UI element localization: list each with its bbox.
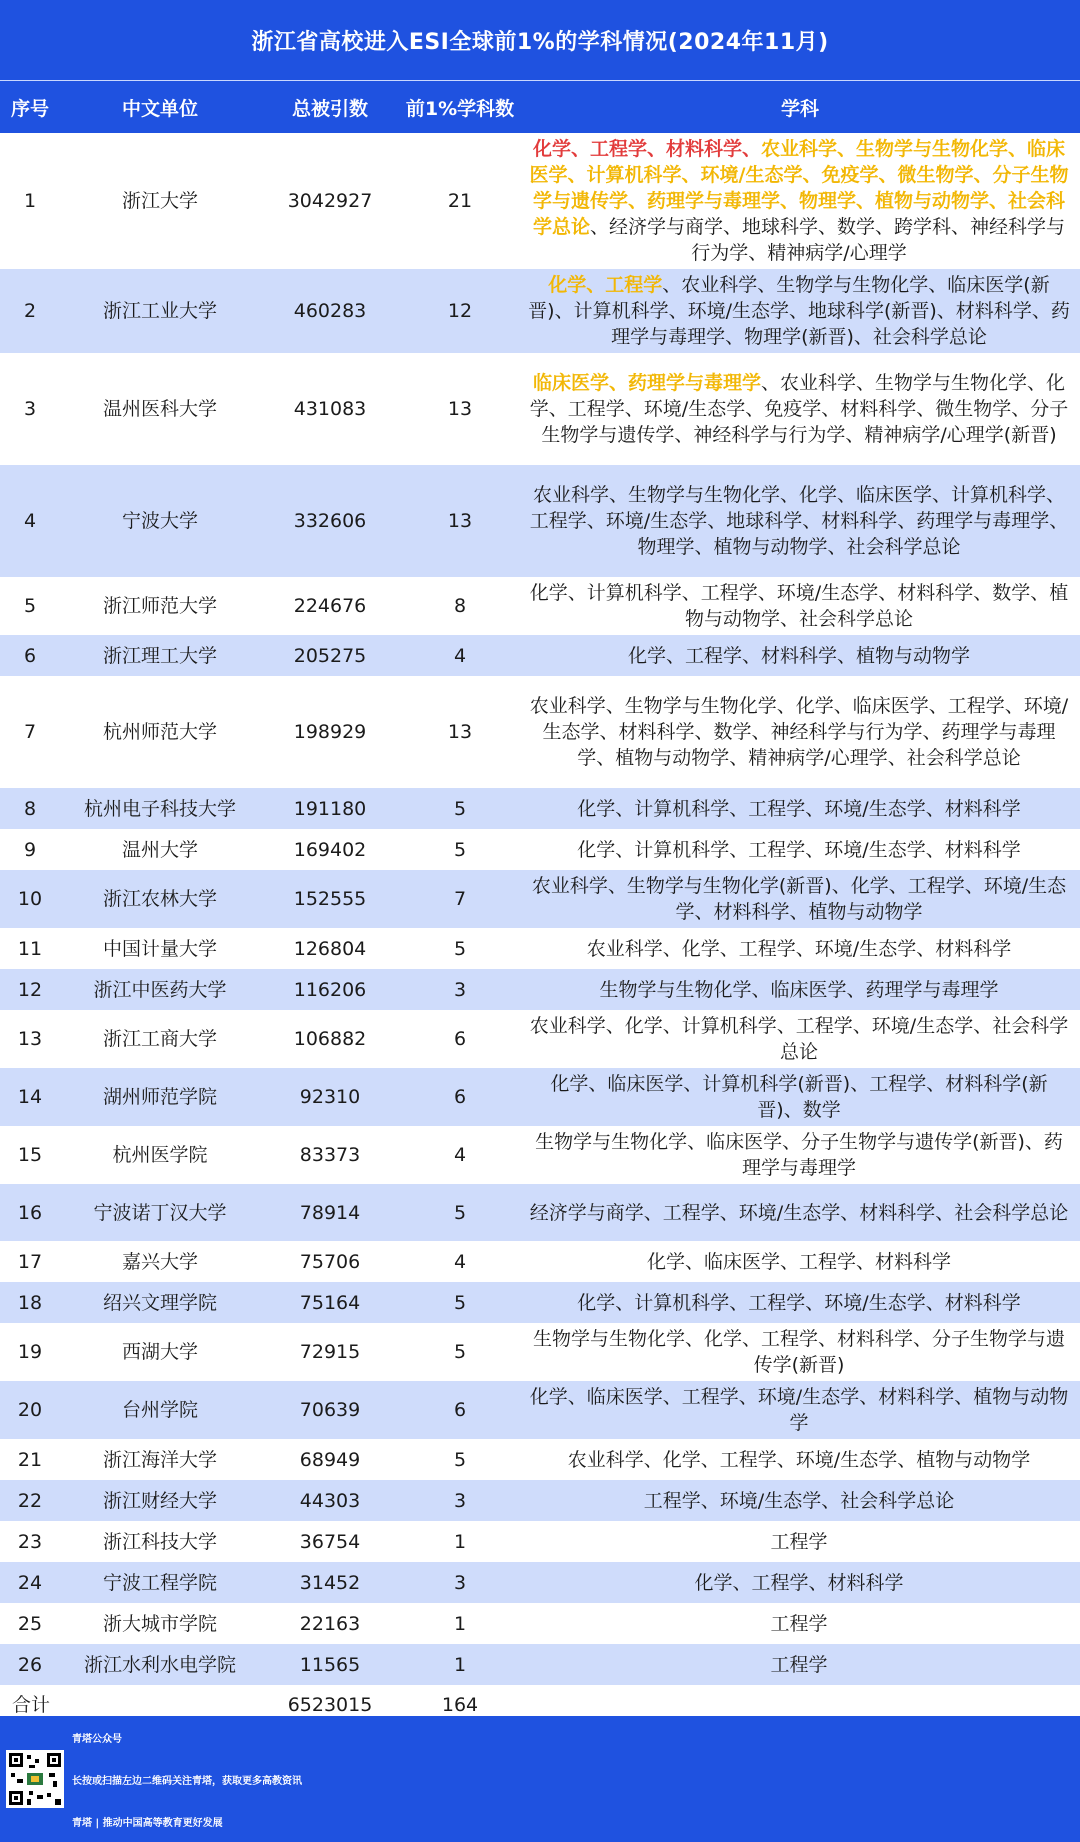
subject-segment: 农业科学、生物学与生物化学、化学、临床医学、工程学、环境/生态学、材料科学、数学、神经科学与行为学、药理学与毒理学、植物与动物学、精神病学/心理学、社会科学总论	[529, 695, 1069, 769]
cell-school-name: 浙江农林大学	[60, 870, 260, 928]
cell-citations: 460283	[260, 269, 400, 353]
cell-subjects	[520, 829, 1080, 870]
cell-school-name: 西湖大学	[60, 1323, 260, 1381]
cell-school-name: 浙江工业大学	[60, 269, 260, 353]
cell-subject-count: 5	[400, 829, 520, 870]
cell-subjects	[520, 1282, 1080, 1323]
cell-citations: 75706	[260, 1241, 400, 1282]
cell-citations: 191180	[260, 788, 400, 829]
table-row	[0, 676, 1080, 788]
table-row	[0, 577, 1080, 635]
cell-school-name: 浙江水利水电学院	[60, 1644, 260, 1685]
table-row	[0, 1381, 1080, 1439]
cell-citations: 3042927	[260, 133, 400, 269]
column-header-name: 中文单位	[60, 81, 260, 133]
subject-segment: 化学、临床医学、工程学、材料科学	[646, 1250, 951, 1273]
cell-school-name: 浙江师范大学	[60, 577, 260, 635]
subject-segment: 生物学与生物化学、临床医学、分子生物学与遗传学(新晋)、药理学与毒理学	[535, 1131, 1063, 1179]
cell-school-name: 台州学院	[60, 1381, 260, 1439]
cell-citations: 224676	[260, 577, 400, 635]
cell-subjects	[520, 133, 1080, 269]
cell-subjects	[520, 870, 1080, 928]
cell-citations: 205275	[260, 635, 400, 676]
cell-citations: 22163	[260, 1603, 400, 1644]
cell-no: 17	[0, 1241, 60, 1282]
table-row	[0, 788, 1080, 829]
cell-citations: 126804	[260, 928, 400, 969]
subject-segment: 农业科学、化学、计算机科学、工程学、环境/生态学、社会科学总论	[529, 1015, 1069, 1063]
cell-citations: 31452	[260, 1562, 400, 1603]
cell-subjects	[520, 788, 1080, 829]
total-subject-count: 164	[400, 1685, 520, 1725]
cell-no: 12	[0, 969, 60, 1010]
cell-citations: 68949	[260, 1439, 400, 1480]
table-row	[0, 269, 1080, 353]
subject-segment: 化学、工程学、材料科学、	[532, 138, 761, 160]
cell-no: 5	[0, 577, 60, 635]
cell-citations: 70639	[260, 1381, 400, 1439]
cell-no: 26	[0, 1644, 60, 1685]
cell-school-name: 宁波工程学院	[60, 1562, 260, 1603]
table-row	[0, 1126, 1080, 1184]
column-header-count: 前1%学科数	[400, 81, 520, 133]
cell-subjects	[520, 1241, 1080, 1282]
cell-subjects	[520, 928, 1080, 969]
cell-school-name: 嘉兴大学	[60, 1241, 260, 1282]
table-row	[0, 1068, 1080, 1126]
subject-segment: 、农业科学、生物学与生物化学、临床医学(新晋)、计算机科学、环境/生态学、地球科学(新晋)、材料科学、药理学与毒理学、物理学(新晋)、社会科学总论	[528, 274, 1070, 348]
cell-citations: 92310	[260, 1068, 400, 1126]
cell-citations: 72915	[260, 1323, 400, 1381]
cell-no: 21	[0, 1439, 60, 1480]
qr-code-icon[interactable]	[6, 1750, 64, 1808]
cell-subject-count: 21	[400, 133, 520, 269]
cell-citations: 116206	[260, 969, 400, 1010]
cell-no: 6	[0, 635, 60, 676]
cell-subject-count: 4	[400, 635, 520, 676]
cell-subject-count: 6	[400, 1010, 520, 1068]
cell-school-name: 宁波大学	[60, 465, 260, 577]
subject-segment: 农业科学、生物学与生物化学、临床医学、计算机科学、环境/生态学、免疫学、微生物学、分子生物学与遗传学、药理学与毒理学、物理学、植物与动物学、社会科学总论	[529, 138, 1069, 238]
cell-citations: 36754	[260, 1521, 400, 1562]
cell-subject-count: 5	[400, 1439, 520, 1480]
subject-segment: 、农业科学、生物学与生物化学、化学、工程学、环境/生态学、免疫学、材料科学、微生物学、分子生物学与遗传学、神经科学与行为学、精神病学/心理学(新晋)	[529, 372, 1069, 446]
subject-segment: 生物学与生物化学、化学、工程学、材料科学、分子生物学与遗传学(新晋)	[532, 1328, 1065, 1376]
total-citations: 6523015	[260, 1685, 400, 1725]
cell-citations: 152555	[260, 870, 400, 928]
cell-school-name: 杭州师范大学	[60, 676, 260, 788]
cell-school-name: 湖州师范学院	[60, 1068, 260, 1126]
cell-citations: 198929	[260, 676, 400, 788]
column-header-no: 序号	[0, 81, 60, 133]
subject-segment: 临床医学、药理学与毒理学	[532, 372, 761, 394]
cell-subjects	[520, 1126, 1080, 1184]
cell-subject-count: 12	[400, 269, 520, 353]
page-title: 浙江省高校进入ESI全球前1%的学科情况(2024年11月)	[0, 0, 1080, 81]
subject-segment: 化学、临床医学、计算机科学(新晋)、工程学、材料科学(新晋)、数学	[550, 1073, 1048, 1121]
cell-subject-count: 5	[400, 928, 520, 969]
subject-segment: 农业科学、生物学与生物化学(新晋)、化学、工程学、环境/生态学、材料科学、植物与动物学	[531, 875, 1067, 923]
subject-segment: 化学、工程学、材料科学、植物与动物学	[627, 644, 970, 667]
header-row	[0, 81, 1080, 133]
footer-account: 青塔公众号	[72, 1734, 122, 1745]
cell-no: 20	[0, 1381, 60, 1439]
cell-no: 23	[0, 1521, 60, 1562]
cell-no: 10	[0, 870, 60, 928]
cell-subject-count: 5	[400, 1282, 520, 1323]
cell-no: 15	[0, 1126, 60, 1184]
table-row	[0, 1480, 1080, 1521]
cell-subjects	[520, 465, 1080, 577]
column-header-subjects: 学科	[520, 81, 1080, 133]
cell-citations: 106882	[260, 1010, 400, 1068]
cell-citations: 169402	[260, 829, 400, 870]
cell-subjects	[520, 635, 1080, 676]
cell-subjects	[520, 1068, 1080, 1126]
subject-segment: 化学、计算机科学、工程学、环境/生态学、材料科学	[577, 797, 1021, 820]
cell-no: 3	[0, 353, 60, 465]
cell-subject-count: 5	[400, 788, 520, 829]
total-label: 合计	[0, 1685, 60, 1725]
cell-subjects	[520, 1381, 1080, 1439]
cell-no: 25	[0, 1603, 60, 1644]
subject-segment: 化学、计算机科学、工程学、环境/生态学、材料科学	[577, 1291, 1021, 1314]
table-row	[0, 465, 1080, 577]
subject-segment: 农业科学、化学、工程学、环境/生态学、植物与动物学	[567, 1448, 1031, 1471]
cell-subject-count: 1	[400, 1603, 520, 1644]
cell-no: 2	[0, 269, 60, 353]
subject-segment: 农业科学、生物学与生物化学、化学、临床医学、计算机科学、工程学、环境/生态学、地球科学、材料科学、药理学与毒理学、物理学、植物与动物学、社会科学总论	[529, 484, 1069, 558]
subject-segment: 工程学	[770, 1653, 828, 1676]
subject-segment: 化学、工程学	[548, 274, 663, 296]
cell-subject-count: 13	[400, 353, 520, 465]
subject-segment: 化学、计算机科学、工程学、环境/生态学、材料科学、数学、植物与动物学、社会科学总论	[529, 582, 1069, 630]
table-row	[0, 1184, 1080, 1241]
subject-segment: 工程学	[770, 1530, 828, 1553]
cell-no: 24	[0, 1562, 60, 1603]
column-header-cites: 总被引数	[260, 81, 400, 133]
cell-subject-count: 6	[400, 1381, 520, 1439]
cell-subjects	[520, 1644, 1080, 1685]
table-row	[0, 1439, 1080, 1480]
subject-segment: 、经济学与商学、地球科学、数学、跨学科、神经科学与行为学、精神病学/心理学	[590, 216, 1066, 264]
cell-no: 22	[0, 1480, 60, 1521]
cell-no: 11	[0, 928, 60, 969]
cell-school-name: 浙江理工大学	[60, 635, 260, 676]
cell-subjects	[520, 1562, 1080, 1603]
cell-school-name: 浙江财经大学	[60, 1480, 260, 1521]
cell-subject-count: 13	[400, 465, 520, 577]
cell-citations: 431083	[260, 353, 400, 465]
cell-subject-count: 7	[400, 870, 520, 928]
cell-subjects	[520, 969, 1080, 1010]
cell-no: 19	[0, 1323, 60, 1381]
cell-citations: 44303	[260, 1480, 400, 1521]
table-row	[0, 1521, 1080, 1562]
cell-subjects	[520, 1439, 1080, 1480]
cell-no: 9	[0, 829, 60, 870]
cell-school-name: 浙江中医药大学	[60, 969, 260, 1010]
cell-subjects	[520, 1323, 1080, 1381]
cell-no: 4	[0, 465, 60, 577]
cell-school-name: 浙大城市学院	[60, 1603, 260, 1644]
cell-citations: 83373	[260, 1126, 400, 1184]
cell-subjects	[520, 577, 1080, 635]
cell-subject-count: 5	[400, 1184, 520, 1241]
table-body	[0, 133, 1080, 1725]
cell-no: 18	[0, 1282, 60, 1323]
cell-school-name: 温州医科大学	[60, 353, 260, 465]
cell-school-name: 浙江工商大学	[60, 1010, 260, 1068]
cell-subject-count: 3	[400, 969, 520, 1010]
cell-subject-count: 3	[400, 1480, 520, 1521]
cell-no: 16	[0, 1184, 60, 1241]
cell-school-name: 绍兴文理学院	[60, 1282, 260, 1323]
table-row	[0, 1282, 1080, 1323]
cell-subject-count: 3	[400, 1562, 520, 1603]
cell-school-name: 杭州电子科技大学	[60, 788, 260, 829]
cell-subjects	[520, 269, 1080, 353]
cell-school-name: 杭州医学院	[60, 1126, 260, 1184]
cell-subject-count: 1	[400, 1644, 520, 1685]
cell-school-name: 浙江大学	[60, 133, 260, 269]
cell-no: 13	[0, 1010, 60, 1068]
subject-segment: 化学、计算机科学、工程学、环境/生态学、材料科学	[577, 838, 1021, 861]
table-row	[0, 1323, 1080, 1381]
cell-subjects	[520, 353, 1080, 465]
cell-citations: 11565	[260, 1644, 400, 1685]
footer-slogan: 青塔 | 推动中国高等教育更好发展	[72, 1818, 223, 1829]
cell-subject-count: 13	[400, 676, 520, 788]
cell-no: 14	[0, 1068, 60, 1126]
table-row	[0, 870, 1080, 928]
table-row	[0, 1010, 1080, 1068]
cell-subject-count: 6	[400, 1068, 520, 1126]
subject-segment: 化学、临床医学、工程学、环境/生态学、材料科学、植物与动物学	[529, 1386, 1069, 1434]
table-row	[0, 1241, 1080, 1282]
cell-subjects	[520, 1480, 1080, 1521]
cell-subject-count: 4	[400, 1241, 520, 1282]
subject-segment: 工程学	[770, 1612, 828, 1635]
table-row	[0, 829, 1080, 870]
cell-school-name: 浙江科技大学	[60, 1521, 260, 1562]
cell-subjects	[520, 676, 1080, 788]
subject-segment: 工程学、环境/生态学、社会科学总论	[643, 1489, 955, 1512]
subject-segment: 生物学与生物化学、临床医学、药理学与毒理学	[599, 978, 999, 1001]
footer-scan-tip: 长按或扫描左边二维码关注青塔，获取更多高教资讯	[72, 1776, 302, 1787]
cell-subject-count: 8	[400, 577, 520, 635]
cell-citations: 332606	[260, 465, 400, 577]
table-row	[0, 928, 1080, 969]
cell-subjects	[520, 1010, 1080, 1068]
subject-segment: 化学、工程学、材料科学	[694, 1571, 904, 1594]
subject-segment: 经济学与商学、工程学、环境/生态学、材料科学、社会科学总论	[529, 1201, 1069, 1224]
cell-subject-count: 4	[400, 1126, 520, 1184]
esi-table	[0, 81, 1080, 1725]
table-row	[0, 353, 1080, 465]
cell-subjects	[520, 1521, 1080, 1562]
table-row	[0, 635, 1080, 676]
cell-citations: 75164	[260, 1282, 400, 1323]
cell-school-name: 中国计量大学	[60, 928, 260, 969]
cell-school-name: 浙江海洋大学	[60, 1439, 260, 1480]
subject-segment: 农业科学、化学、工程学、环境/生态学、材料科学	[586, 937, 1012, 960]
cell-school-name: 宁波诺丁汉大学	[60, 1184, 260, 1241]
cell-citations: 78914	[260, 1184, 400, 1241]
table-row	[0, 1644, 1080, 1685]
table-row	[0, 1603, 1080, 1644]
table-row	[0, 133, 1080, 269]
table-row	[0, 969, 1080, 1010]
cell-no: 1	[0, 133, 60, 269]
cell-subjects	[520, 1603, 1080, 1644]
cell-no: 7	[0, 676, 60, 788]
cell-subject-count: 1	[400, 1521, 520, 1562]
table-row	[0, 1562, 1080, 1603]
cell-subjects	[520, 1184, 1080, 1241]
cell-no: 8	[0, 788, 60, 829]
cell-subject-count: 5	[400, 1323, 520, 1381]
cell-school-name: 温州大学	[60, 829, 260, 870]
footer	[0, 1716, 1080, 1842]
